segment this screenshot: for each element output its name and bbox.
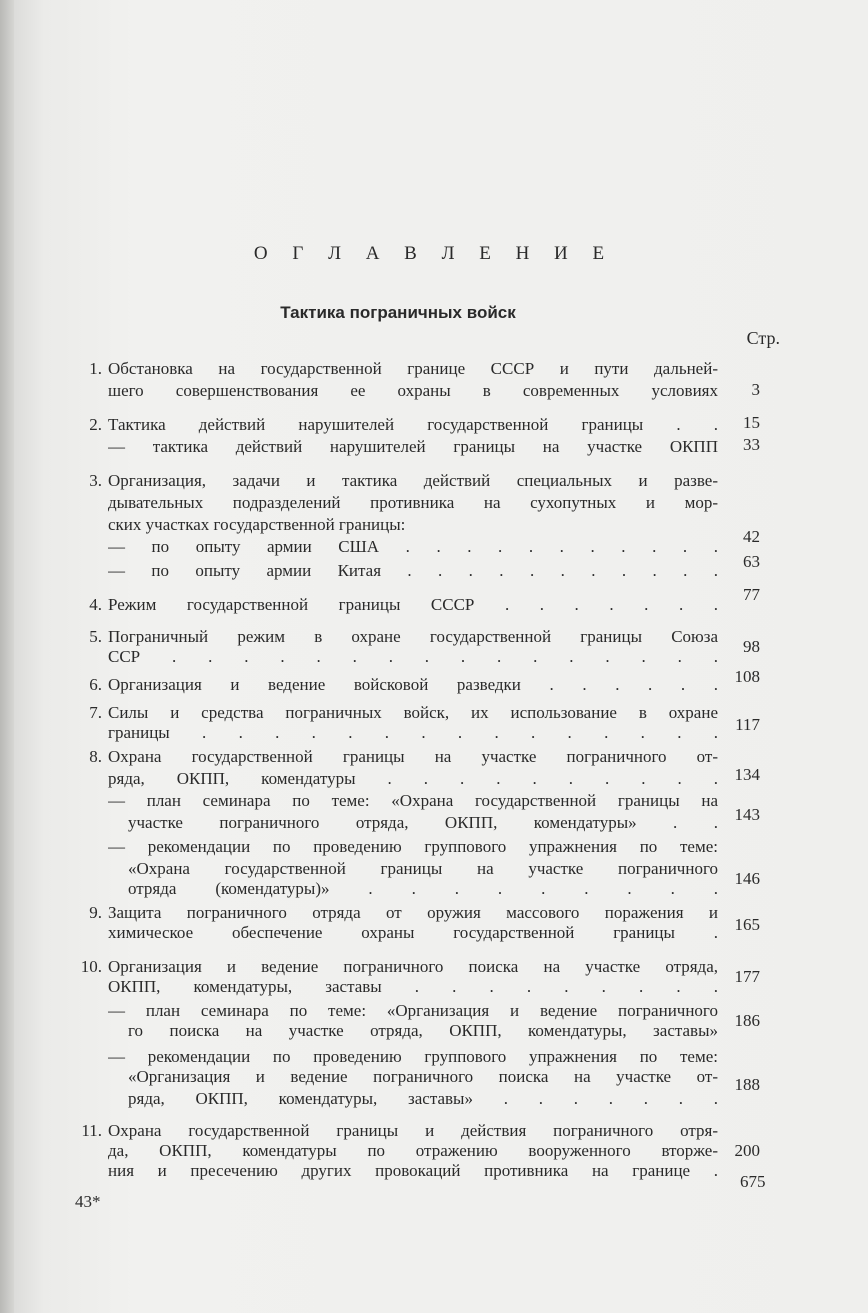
toc-subentry-line: — по опыту армии США . . . . . . . . . . . <box>108 537 718 556</box>
toc-subentry-line: ряда, ОКПП, комендатуры, заставы» . . . . . . . <box>128 1089 718 1108</box>
toc-entry-line: ния и пресечению других провокаций противника на границе . <box>108 1161 718 1180</box>
toc-entry-page: 77 <box>743 585 760 604</box>
toc-entry-line: границы . . . . . . . . . . . . . . . <box>108 723 718 742</box>
toc-entry-number: 1. <box>89 359 102 378</box>
toc-entry-page: 134 <box>734 765 760 784</box>
toc-entry-line: Обстановка на государственной границе СССР и пути дальней- <box>108 359 718 378</box>
toc-subentry-line: — план семинара по теме: «Организация и ведение пограничного <box>108 1001 718 1020</box>
toc-entry-line: Силы и средства пограничных войск, их использование в охране <box>108 703 718 722</box>
toc-entry-line: Охрана государственной границы на участке пограничного от- <box>108 747 718 766</box>
page-column-label: Стр. <box>746 328 780 348</box>
toc-entry-line: Организация и ведение пограничного поиска на участке отряда, <box>108 957 718 976</box>
toc-entry-line: Тактика действий нарушителей государственной границы . . <box>108 415 718 434</box>
toc-entry-page: 108 <box>734 667 760 686</box>
toc-entry-line: Охрана государственной границы и действия пограничного отря- <box>108 1121 718 1140</box>
toc-entry-page: 117 <box>735 715 760 734</box>
toc-entry-page: 177 <box>734 967 760 986</box>
toc-subentry-line: «Организация и ведение пограничного поиска на участке от- <box>128 1067 718 1086</box>
toc-entry-page: 63 <box>743 552 760 571</box>
toc-entry-number: 2. <box>89 415 102 434</box>
toc-subentry-line: — план семинара по теме: «Охрана государственной границы на <box>108 791 718 810</box>
toc-entry-line: ских участках государственной границы: <box>108 515 406 534</box>
page-number: 675 <box>740 1172 766 1191</box>
toc-subentry-line: «Охрана государственной границы на участке пограничного <box>128 859 718 878</box>
toc-entry-line: Пограничный режим в охране государственной границы Союза <box>108 627 718 646</box>
signature-mark: 43* <box>75 1192 101 1211</box>
toc-entry-page: 188 <box>734 1075 760 1094</box>
toc-entry-number: 8. <box>89 747 102 766</box>
toc-entry-line: Защита пограничного отряда от оружия массового поражения и <box>108 903 718 922</box>
toc-heading: О Г Л А В Л Е Н И Е <box>253 243 615 264</box>
toc-entry-page: 200 <box>734 1141 760 1160</box>
toc-entry-page: 15 <box>743 413 760 432</box>
toc-entry-number: 10. <box>80 957 102 976</box>
toc-subentry-line: отряда (комендатуры)» . . . . . . . . . <box>128 879 718 898</box>
toc-entry-page: 165 <box>734 915 760 934</box>
toc-entry-page: 143 <box>734 805 760 824</box>
toc-entry-line: шего совершенствования ее охраны в современных условиях <box>108 381 718 400</box>
toc-entry-number: 9. <box>89 903 102 922</box>
toc-entry-number: 3. <box>89 471 102 490</box>
toc-subentry-line: — рекомендации по проведению группового упражнения по теме: <box>108 1047 718 1066</box>
toc-entry-line: Организация и ведение войсковой разведки . . . . . . <box>108 675 718 694</box>
toc-entry-line: дывательных подразделений противника на сухопутных и мор- <box>108 493 718 512</box>
toc-subentry-line: го поиска на участке отряда, ОКПП, комендатуры, заставы» <box>128 1021 718 1040</box>
toc-subentry-line: — по опыту армии Китая . . . . . . . . . . . <box>108 561 718 580</box>
toc-subentry-line: — тактика действий нарушителей границы на участке ОКПП <box>108 437 718 456</box>
toc-entry-page: 33 <box>743 435 760 454</box>
toc-entry-page: 3 <box>751 380 760 399</box>
toc-entry-page: 146 <box>734 869 760 888</box>
toc-entry-line: да, ОКПП, комендатуры по отражению вооруженного вторже- <box>108 1141 718 1160</box>
toc-entry-number: 5. <box>89 627 102 646</box>
toc-entry-line: химическое обеспечение охраны государственной границы . <box>108 923 718 942</box>
section-title: Тактика пограничных войск <box>280 303 516 322</box>
toc-entry-line: Режим государственной границы СССР . . . . . . . <box>108 595 718 614</box>
toc-entry-number: 6. <box>89 675 102 694</box>
toc-entry-line: Организация, задачи и тактика действий специальных и разве- <box>108 471 718 490</box>
toc-subentry-line: — рекомендации по проведению группового упражнения по теме: <box>108 837 718 856</box>
toc-entry-line: ОКПП, комендатуры, заставы . . . . . . . . . <box>108 977 718 996</box>
toc-entry-number: 11. <box>81 1121 102 1140</box>
toc-entry-page: 98 <box>743 637 760 656</box>
toc-subentry-line: участке пограничного отряда, ОКПП, комендатуры» . . <box>128 813 718 832</box>
toc-entry-number: 4. <box>89 595 102 614</box>
toc-entry-page: 186 <box>734 1011 760 1030</box>
toc-entry-line: ряда, ОКПП, комендатуры . . . . . . . . . . <box>108 769 718 788</box>
toc-entry-line: ССР . . . . . . . . . . . . . . . . <box>108 647 718 666</box>
toc-entry-page: 42 <box>743 527 760 546</box>
toc-entry-number: 7. <box>89 703 102 722</box>
